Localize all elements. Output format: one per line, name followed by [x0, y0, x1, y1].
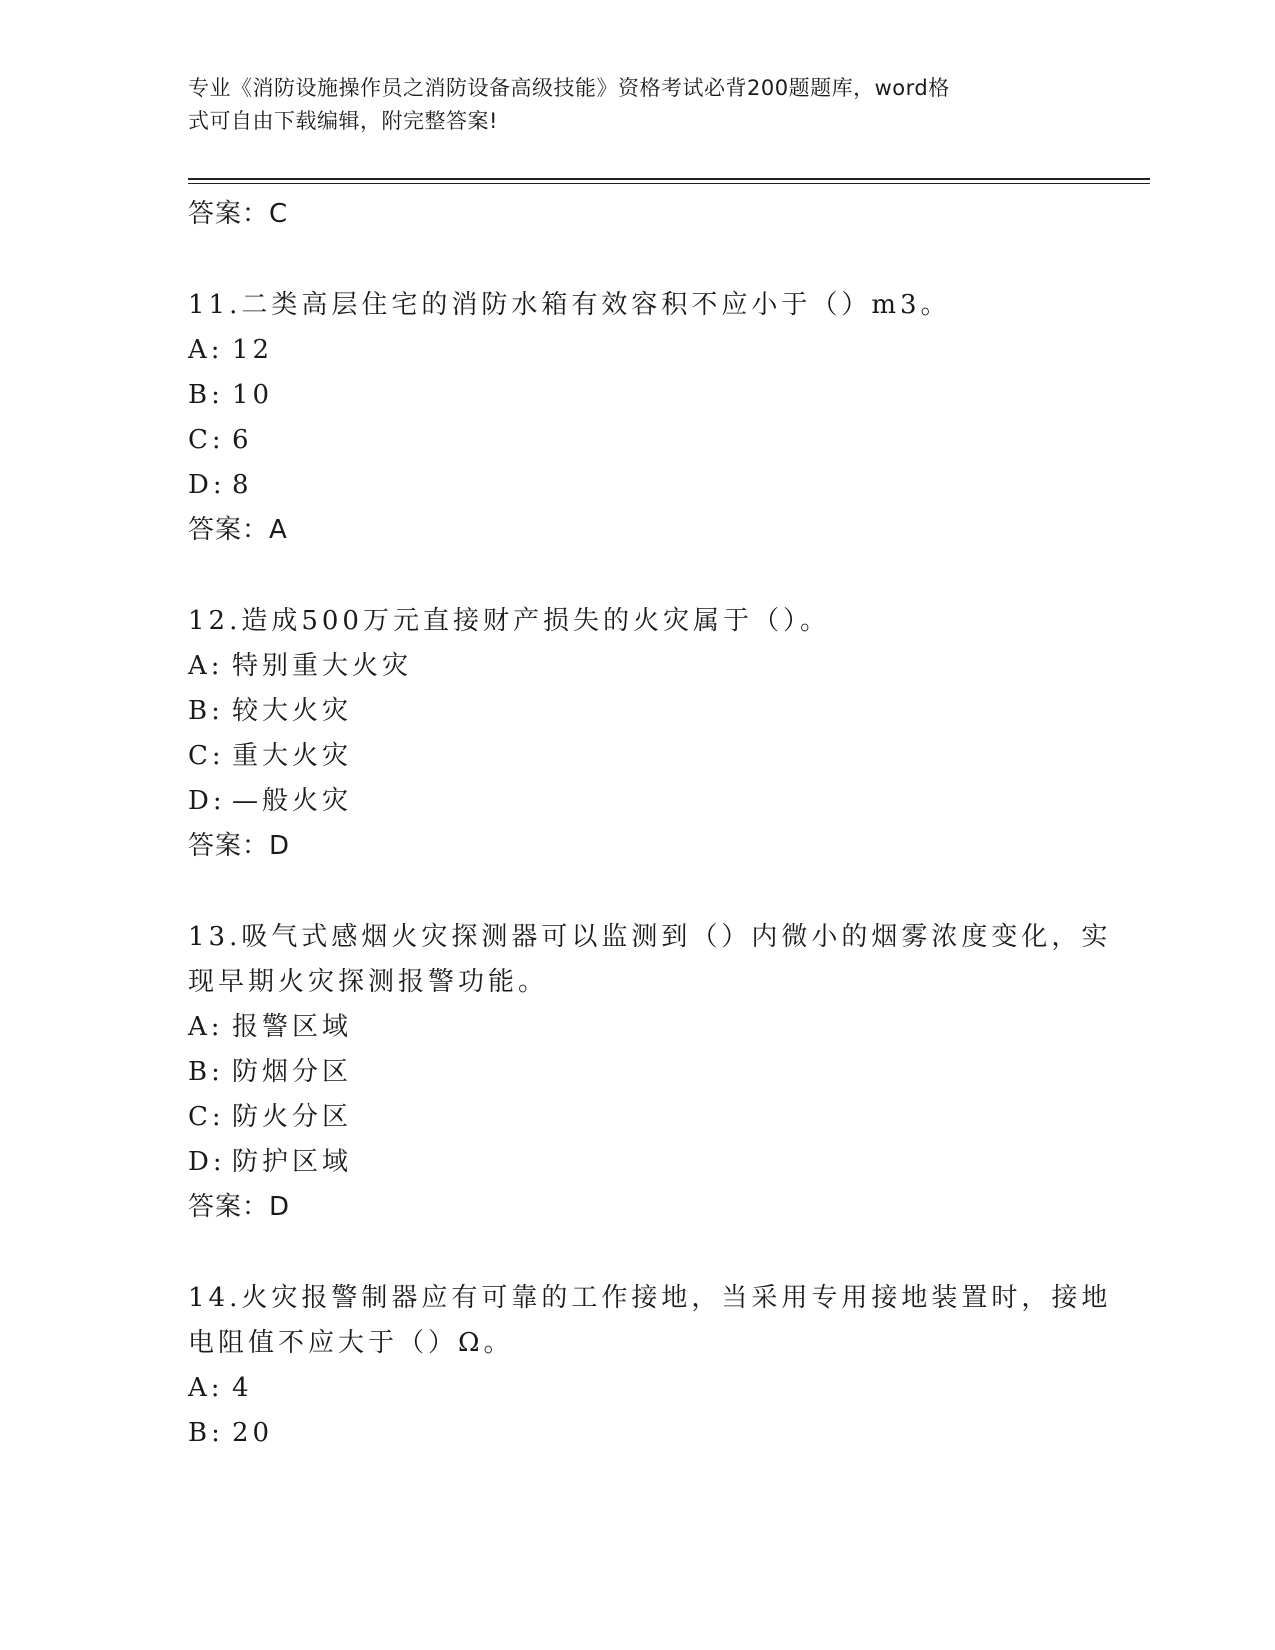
- option-label: A:: [188, 335, 224, 365]
- header-divider-thin: [188, 183, 1150, 184]
- option-row: [188, 463, 1088, 508]
- option-text: 6: [232, 425, 253, 455]
- option-text: —般火灾: [232, 786, 353, 816]
- option-row: [188, 1140, 1088, 1185]
- question-stem: 11.二类高层住宅的消防水箱有效容积不应小于（）m3。: [188, 290, 951, 320]
- option-label: A:: [188, 1373, 224, 1403]
- option-label: D:: [188, 1147, 226, 1177]
- header-divider-thick: [188, 178, 1150, 180]
- question-block: [188, 283, 1088, 553]
- option-row: [188, 373, 1088, 418]
- question-block: [188, 915, 1112, 1230]
- option-text: 防护区域: [232, 1147, 353, 1177]
- option-text: 4: [232, 1373, 253, 1403]
- question-block: [188, 599, 1088, 869]
- option-row: [188, 734, 1088, 779]
- option-text: 8: [232, 470, 253, 500]
- option-row: [188, 1050, 1088, 1095]
- option-label: B:: [188, 380, 224, 410]
- option-row: [188, 689, 1088, 734]
- spacer: [188, 237, 1088, 283]
- option-row: [188, 328, 1088, 373]
- answer-line: 答案：D: [188, 1192, 291, 1222]
- option-row: [188, 1095, 1088, 1140]
- question-list: [188, 192, 1112, 1456]
- question-stem: 14.火灾报警制器应有可靠的工作接地，当采用专用接地装置时，接地: [188, 1283, 1112, 1313]
- option-row: [188, 779, 1088, 824]
- option-label: C:: [188, 425, 225, 455]
- option-label: A:: [188, 1012, 224, 1042]
- option-text: 20: [232, 1418, 274, 1448]
- option-text: 较大火灾: [232, 696, 353, 726]
- option-label: B:: [188, 696, 224, 726]
- option-text: 重大火灾: [232, 741, 353, 771]
- spacer: [188, 553, 1088, 599]
- spacer: [188, 1230, 1088, 1276]
- option-label: D:: [188, 470, 226, 500]
- option-label: C:: [188, 741, 225, 771]
- answer-line: 答案：D: [188, 831, 291, 861]
- header-line-2: 式可自由下载编辑，附完整答案!: [188, 109, 498, 133]
- option-label: D:: [188, 786, 226, 816]
- answer-line: 答案：A: [188, 515, 288, 545]
- option-text: 防火分区: [232, 1102, 353, 1132]
- question-stem: 13.吸气式感烟火灾探测器可以监测到（）内微小的烟雾浓度变化，实: [188, 922, 1112, 952]
- previous-answer: 答案：C: [188, 199, 289, 229]
- question-stem-continued: 电阻值不应大于（）Ω。: [188, 1328, 514, 1358]
- option-text: 10: [232, 380, 274, 410]
- option-row: [188, 1005, 1088, 1050]
- option-row: [188, 1411, 1088, 1456]
- option-row: [188, 644, 1088, 689]
- option-label: C:: [188, 1102, 225, 1132]
- question-stem-continued: 现早期火灾探测报警功能。: [188, 967, 549, 997]
- question-stem: 12.造成500万元直接财产损失的火灾属于（）。: [188, 606, 830, 636]
- spacer: [188, 869, 1088, 915]
- header-line-1: 专业《消防设施操作员之消防设备高级技能》资格考试必背200题题库，word格: [188, 76, 950, 100]
- option-text: 12: [232, 335, 274, 365]
- question-block: [188, 1276, 1112, 1456]
- option-label: A:: [188, 651, 224, 681]
- option-row: [188, 1366, 1088, 1411]
- option-label: B:: [188, 1057, 224, 1087]
- option-row: [188, 418, 1088, 463]
- option-text: 报警区域: [232, 1012, 353, 1042]
- option-text: 防烟分区: [232, 1057, 353, 1087]
- option-text: 特别重大火灾: [232, 651, 413, 681]
- document-header: [188, 72, 1068, 138]
- option-label: B:: [188, 1418, 224, 1448]
